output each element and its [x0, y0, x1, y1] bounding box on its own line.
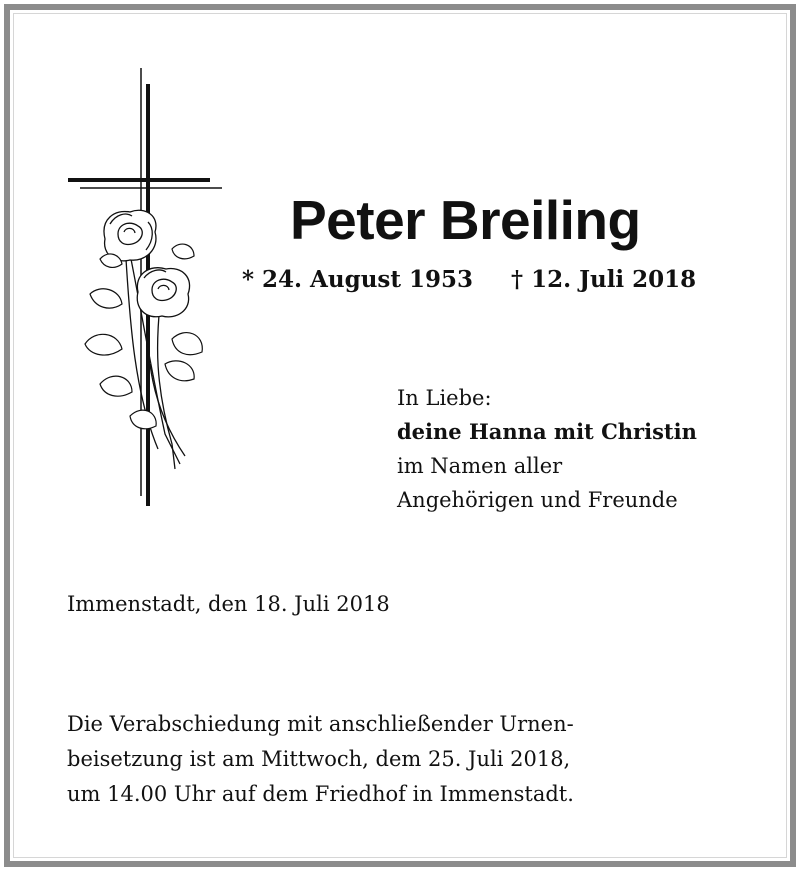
- death-date: † 12. Juli 2018: [511, 266, 697, 293]
- deceased-name: Peter Breiling: [290, 189, 641, 251]
- place-and-date: Immenstadt, den 18. Juli 2018: [67, 592, 390, 616]
- mourners-line-4: Angehörigen und Freunde: [397, 488, 678, 512]
- mourners-intro: In Liebe:: [397, 386, 492, 410]
- mourners-block: [397, 381, 697, 517]
- mourners-line-3: im Namen aller: [397, 454, 563, 478]
- life-dates: [242, 266, 696, 293]
- funeral-line-3: um 14.00 Uhr auf dem Friedhof in Immenstadt.: [67, 782, 574, 806]
- mourners-names: deine Hanna mit Christin: [397, 419, 697, 444]
- funeral-line-1: Die Verabschiedung mit anschließender Urnen-: [67, 712, 574, 736]
- funeral-info: [67, 707, 574, 812]
- funeral-line-2: beisetzung ist am Mittwoch, dem 25. Juli 2018,: [67, 747, 571, 771]
- cross-with-roses-icon: [60, 64, 235, 514]
- birth-date: * 24. August 1953: [242, 266, 474, 293]
